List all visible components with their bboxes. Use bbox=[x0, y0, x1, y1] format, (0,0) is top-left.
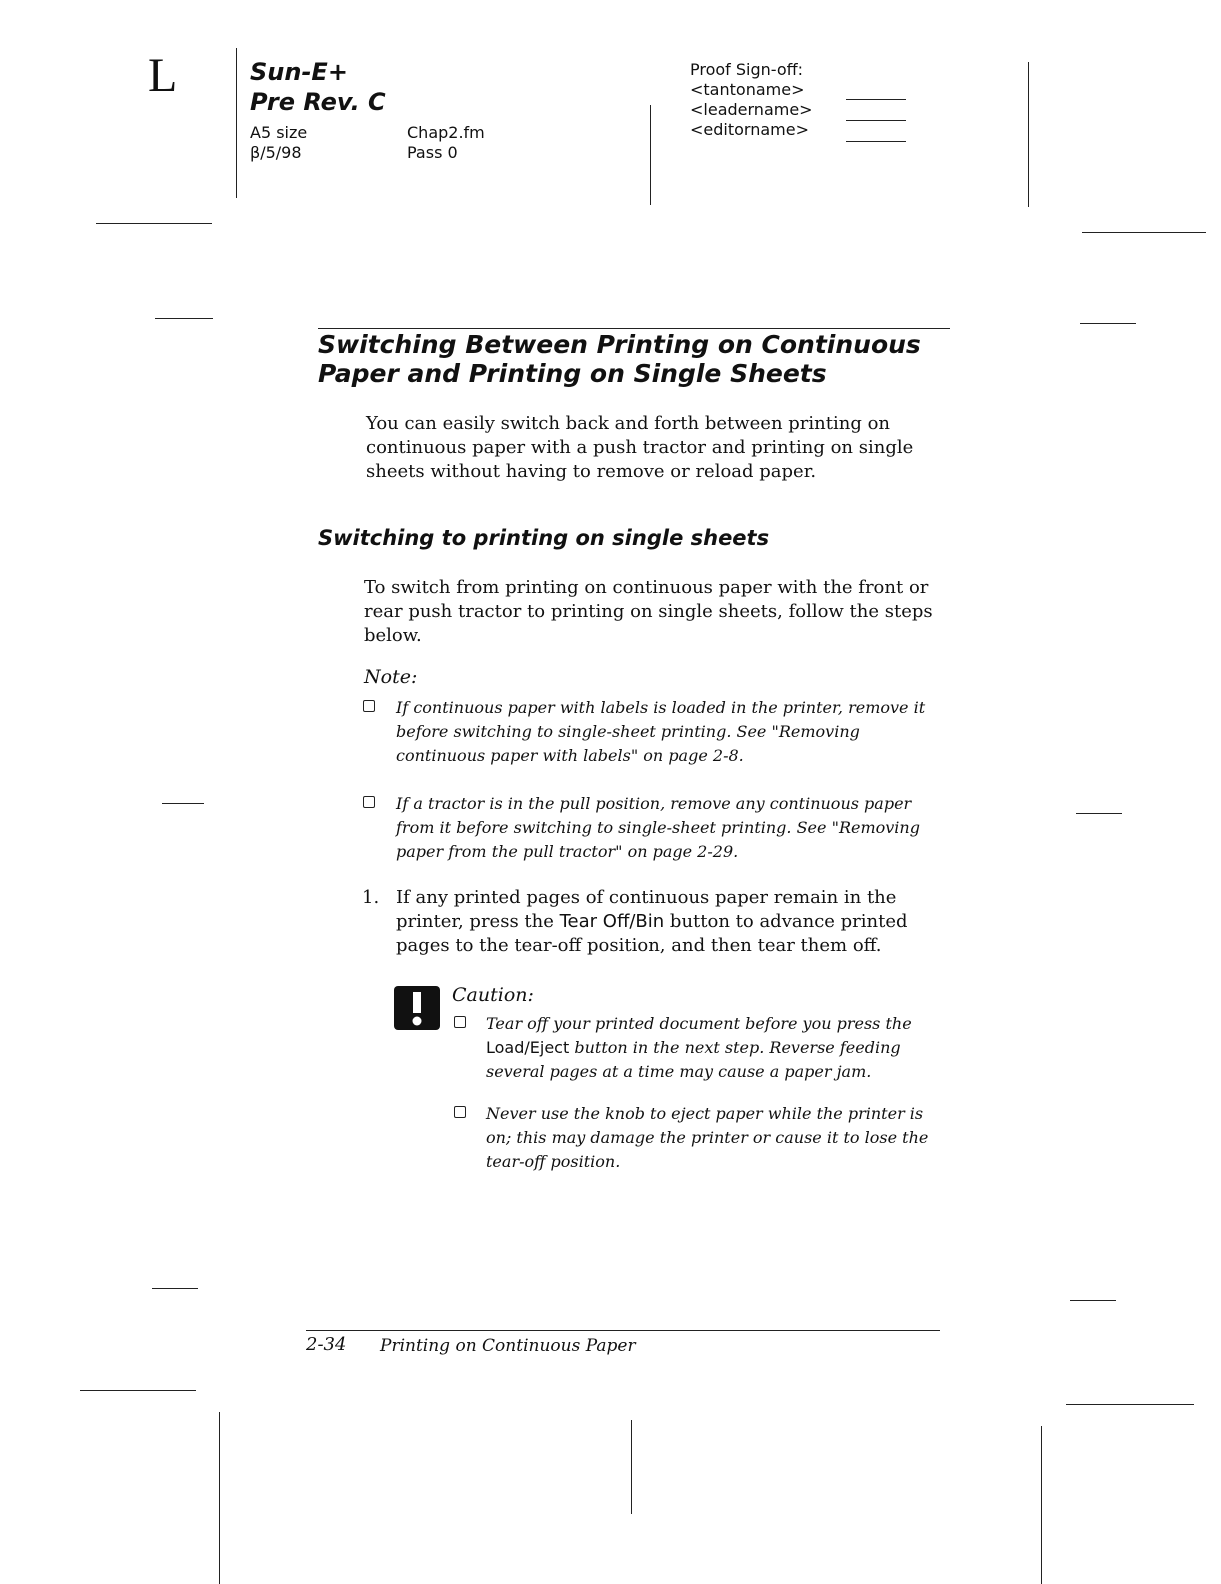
header-left-rule bbox=[236, 48, 237, 198]
crop-mark bbox=[1080, 323, 1136, 324]
proof-signline-3 bbox=[846, 141, 906, 142]
subsection-title: Switching to printing on single sheets bbox=[318, 526, 770, 550]
header-right-rule bbox=[1028, 62, 1029, 207]
tear-off-bin-button-name: Tear Off/Bin bbox=[559, 911, 665, 932]
crop-mark bbox=[1070, 1300, 1116, 1301]
header-title-line2: Pre Rev. C bbox=[250, 88, 386, 116]
note-item-1: If continuous paper with labels is loaded in the printer, remove it before switching to single-sheet printing. See "Removing continuous paper with labels" on page 2-8. bbox=[396, 698, 926, 765]
caution-label: Caution: bbox=[452, 984, 534, 1006]
step-1-before: If any printed pages of continuous paper remain in the printer, press the bbox=[396, 887, 897, 932]
load-eject-button-name: Load/Eject bbox=[486, 1038, 570, 1057]
section-title: Switching Between Printing on Continuous Paper and Printing on Single Sheets bbox=[318, 330, 921, 388]
proof-name-2: <leadername> bbox=[690, 100, 813, 119]
footer-rule bbox=[306, 1330, 940, 1331]
crop-mark bbox=[219, 1412, 220, 1584]
crop-mark bbox=[80, 1390, 196, 1391]
footer-page-number: 2-34 bbox=[306, 1334, 347, 1355]
caution-item-2: Never use the knob to eject paper while the printer is on; this may damage the printer or cause it to lose the tear-off position. bbox=[486, 1104, 929, 1171]
subsection-intro: To switch from printing on continuous paper with the front or rear push tractor to printing on single sheets, follow the steps below. bbox=[364, 577, 933, 646]
corner-mark: L bbox=[148, 49, 178, 102]
crop-mark bbox=[631, 1420, 632, 1514]
caution-bullet-icon bbox=[454, 1016, 466, 1028]
proof-signoff bbox=[690, 60, 813, 140]
caution-item-1-before: Tear off your printed document before you press the bbox=[486, 1014, 912, 1033]
proof-signline-2 bbox=[846, 120, 906, 121]
footer-chapter-title: Printing on Continuous Paper bbox=[380, 1336, 636, 1356]
crop-mark bbox=[1082, 232, 1206, 233]
caution-item-1 bbox=[486, 1012, 926, 1084]
note-label: Note: bbox=[364, 666, 418, 688]
note-item-2: If a tractor is in the pull position, remove any continuous paper from it before switching to single-sheet printing. See "Removing paper from the pull tractor" on page 2-29. bbox=[396, 794, 920, 861]
header-mid-rule bbox=[650, 105, 651, 205]
note-bullet-icon bbox=[363, 796, 375, 808]
proof-name-3: <editorname> bbox=[690, 120, 809, 139]
proof-signline-1 bbox=[846, 99, 906, 100]
crop-mark bbox=[96, 223, 212, 224]
exclamation-icon bbox=[394, 986, 440, 1030]
caution-item-1-after: button in the next step. Reverse feeding several pages at a time may cause a paper jam. bbox=[486, 1038, 901, 1081]
crop-mark bbox=[1076, 813, 1122, 814]
proof-name-1: <tantoname> bbox=[690, 80, 805, 99]
crop-mark bbox=[155, 318, 213, 319]
crop-mark bbox=[1041, 1426, 1042, 1584]
step-number: 1. bbox=[362, 887, 380, 908]
note-bullet-icon bbox=[363, 700, 375, 712]
crop-mark bbox=[152, 1288, 198, 1289]
caution-icon bbox=[394, 986, 440, 1030]
header-size: A5 size bbox=[250, 123, 308, 142]
step-1-after: button to advance printed pages to the tear-off position, and then tear them off. bbox=[396, 911, 908, 956]
caution-bullet-icon bbox=[454, 1106, 466, 1118]
crop-mark bbox=[1066, 1404, 1194, 1405]
header-date: β/5/98 bbox=[250, 143, 302, 162]
crop-mark bbox=[162, 803, 204, 804]
section-top-rule bbox=[318, 328, 950, 329]
section-intro: You can easily switch back and forth between printing on continuous paper with a push tractor and printing on single sheets without having to remove or reload paper. bbox=[366, 413, 914, 482]
header-file: Chap2.fm bbox=[407, 123, 485, 142]
header-title-line1: Sun-E+ bbox=[250, 58, 348, 86]
header-pass: Pass 0 bbox=[407, 143, 458, 162]
step-1-text bbox=[396, 886, 946, 958]
proof-label: Proof Sign-off: bbox=[690, 60, 804, 79]
